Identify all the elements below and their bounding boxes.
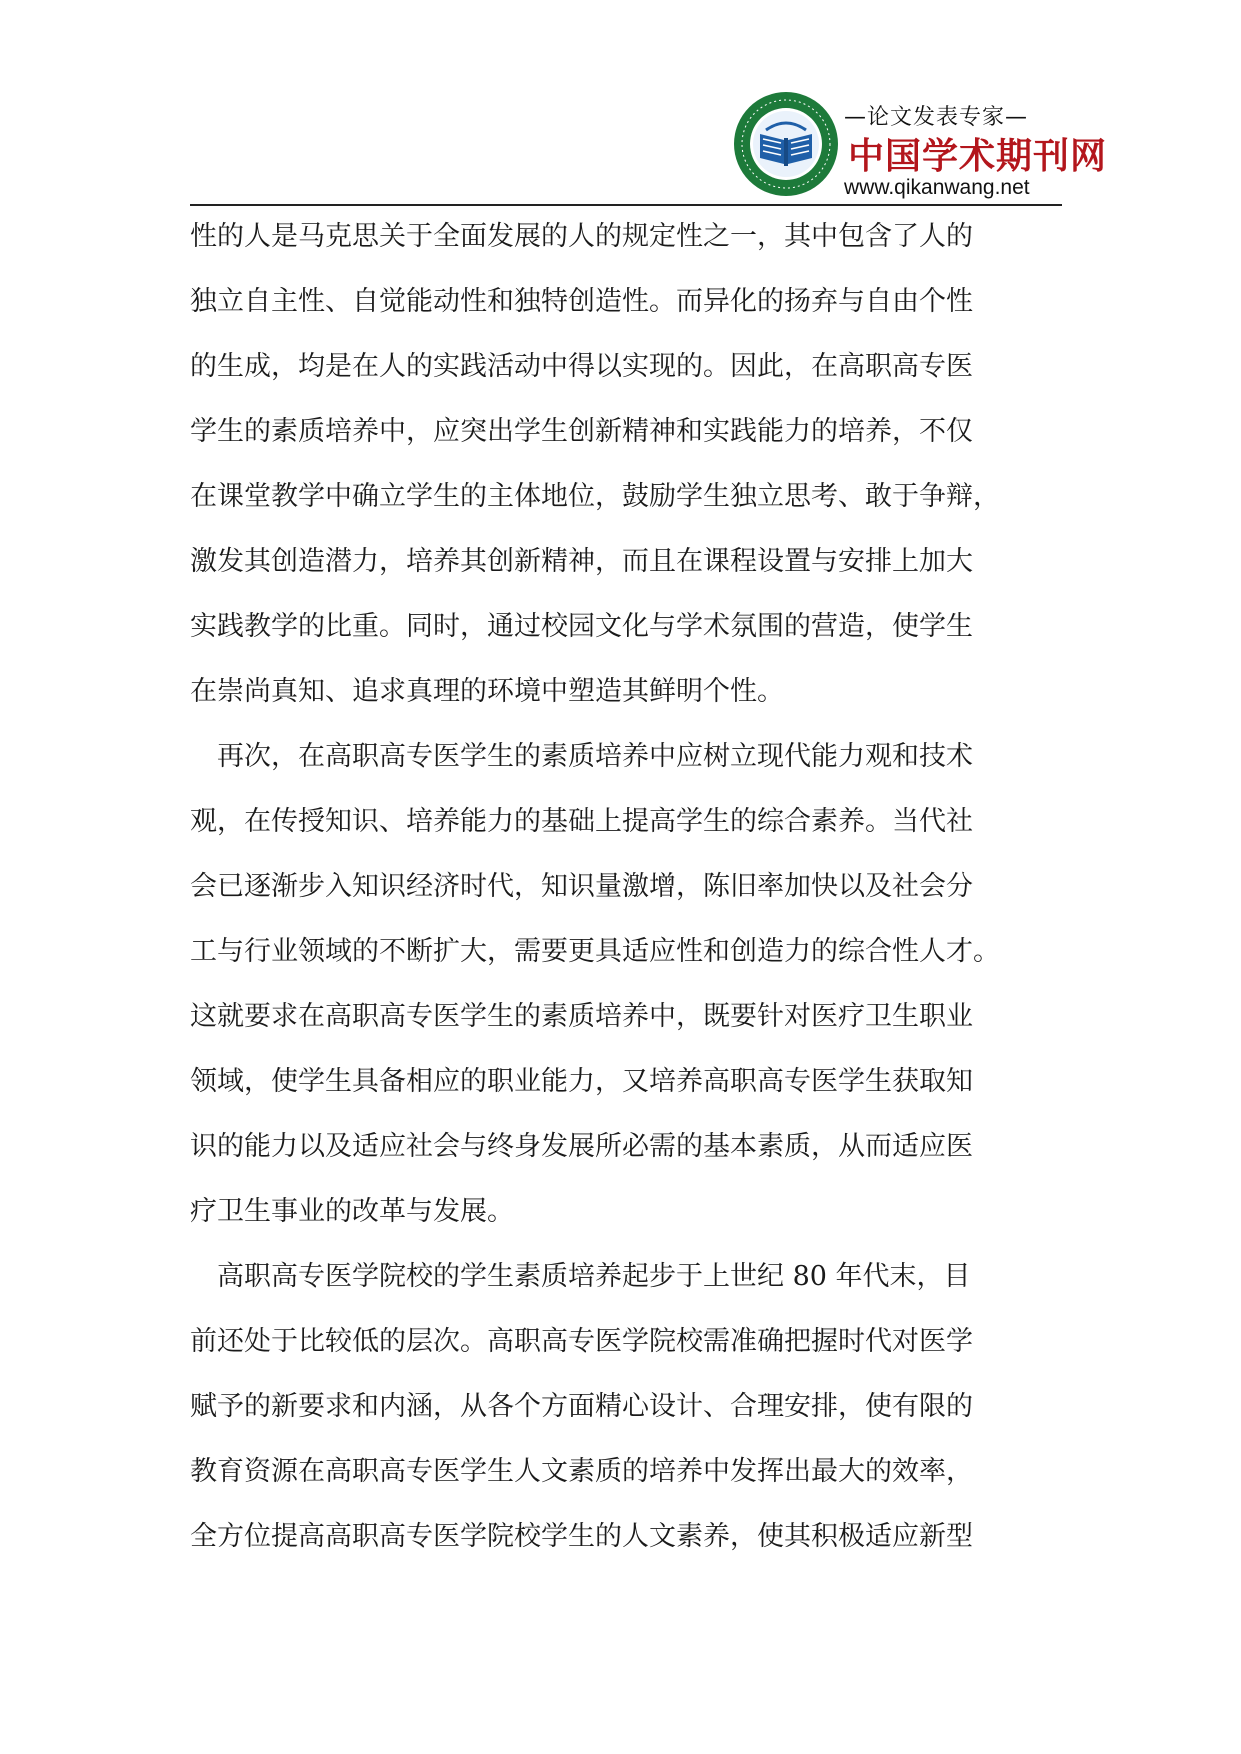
paragraph (190, 1252, 1050, 1577)
article-body (190, 212, 1050, 1577)
text-line: 识的能力以及适应社会与终身发展所必需的基本素质，从而适应医 (190, 1131, 973, 1162)
text-line: 激发其创造潜力，培养其创新精神，而且在课程设置与安排上加大 (190, 546, 973, 577)
text-line: 观，在传授知识、培养能力的基础上提高学生的综合素养。当代社 (190, 806, 973, 837)
text-line: 这就要求在高职高专医学生的素质培养中，既要针对医疗卫生职业 (190, 1001, 973, 1032)
paragraph (190, 212, 1050, 732)
text-line: 会已逐渐步入知识经济时代，知识量激增，陈旧率加快以及社会分 (190, 871, 973, 902)
paragraph (190, 732, 1050, 1252)
text-line: 再次，在高职高专医学生的素质培养中应树立现代能力观和技术 (190, 741, 973, 772)
text-line: 独立自主性、自觉能动性和独特创造性。而异化的扬弃与自由个性 (190, 286, 973, 317)
text-line: 赋予的新要求和内涵，从各个方面精心设计、合理安排，使有限的 (190, 1391, 973, 1422)
text-line: 全方位提高高职高专医学院校学生的人文素养，使其积极适应新型 (190, 1521, 973, 1552)
header-rule (190, 204, 1062, 206)
text-line: 在课堂教学中确立学生的主体地位，鼓励学生独立思考、敢于争辩， (190, 481, 1000, 512)
text-line: 实践教学的比重。同时，通过校园文化与学术氛围的营造，使学生 (190, 611, 973, 642)
qikanwang-logo (732, 88, 1108, 202)
text-line: 领域，使学生具备相应的职业能力，又培养高职高专医学生获取知 (190, 1066, 973, 1097)
text-line: 前还处于比较低的层次。高职高专医学院校需准确把握时代对医学 (190, 1326, 973, 1357)
book-seal-icon (732, 90, 840, 198)
text-line: 教育资源在高职高专医学生人文素质的培养中发挥出最大的效率， (190, 1456, 973, 1487)
text-line: 疗卫生事业的改革与发展。 (190, 1196, 514, 1227)
logo-url: www.qikanwang.net (844, 176, 1030, 199)
text-line: 工与行业领域的不断扩大，需要更具适应性和创造力的综合性人才。 (190, 936, 1000, 967)
logo-tagline: —论文发表专家— (844, 105, 1029, 130)
text-line: 性的人是马克思关于全面发展的人的规定性之一，其中包含了人的 (190, 221, 973, 252)
text-line: 高职高专医学院校的学生素质培养起步于上世纪 80 年代末，目 (190, 1261, 971, 1292)
logo-title: 中国学术期刊网 (848, 136, 1108, 177)
text-line: 在崇尚真知、追求真理的环境中塑造其鲜明个性。 (190, 676, 784, 707)
text-line: 的生成，均是在人的实践活动中得以实现的。因此，在高职高专医 (190, 351, 973, 382)
text-line: 学生的素质培养中，应突出学生创新精神和实践能力的培养，不仅 (190, 416, 973, 447)
page-header (190, 88, 1108, 208)
